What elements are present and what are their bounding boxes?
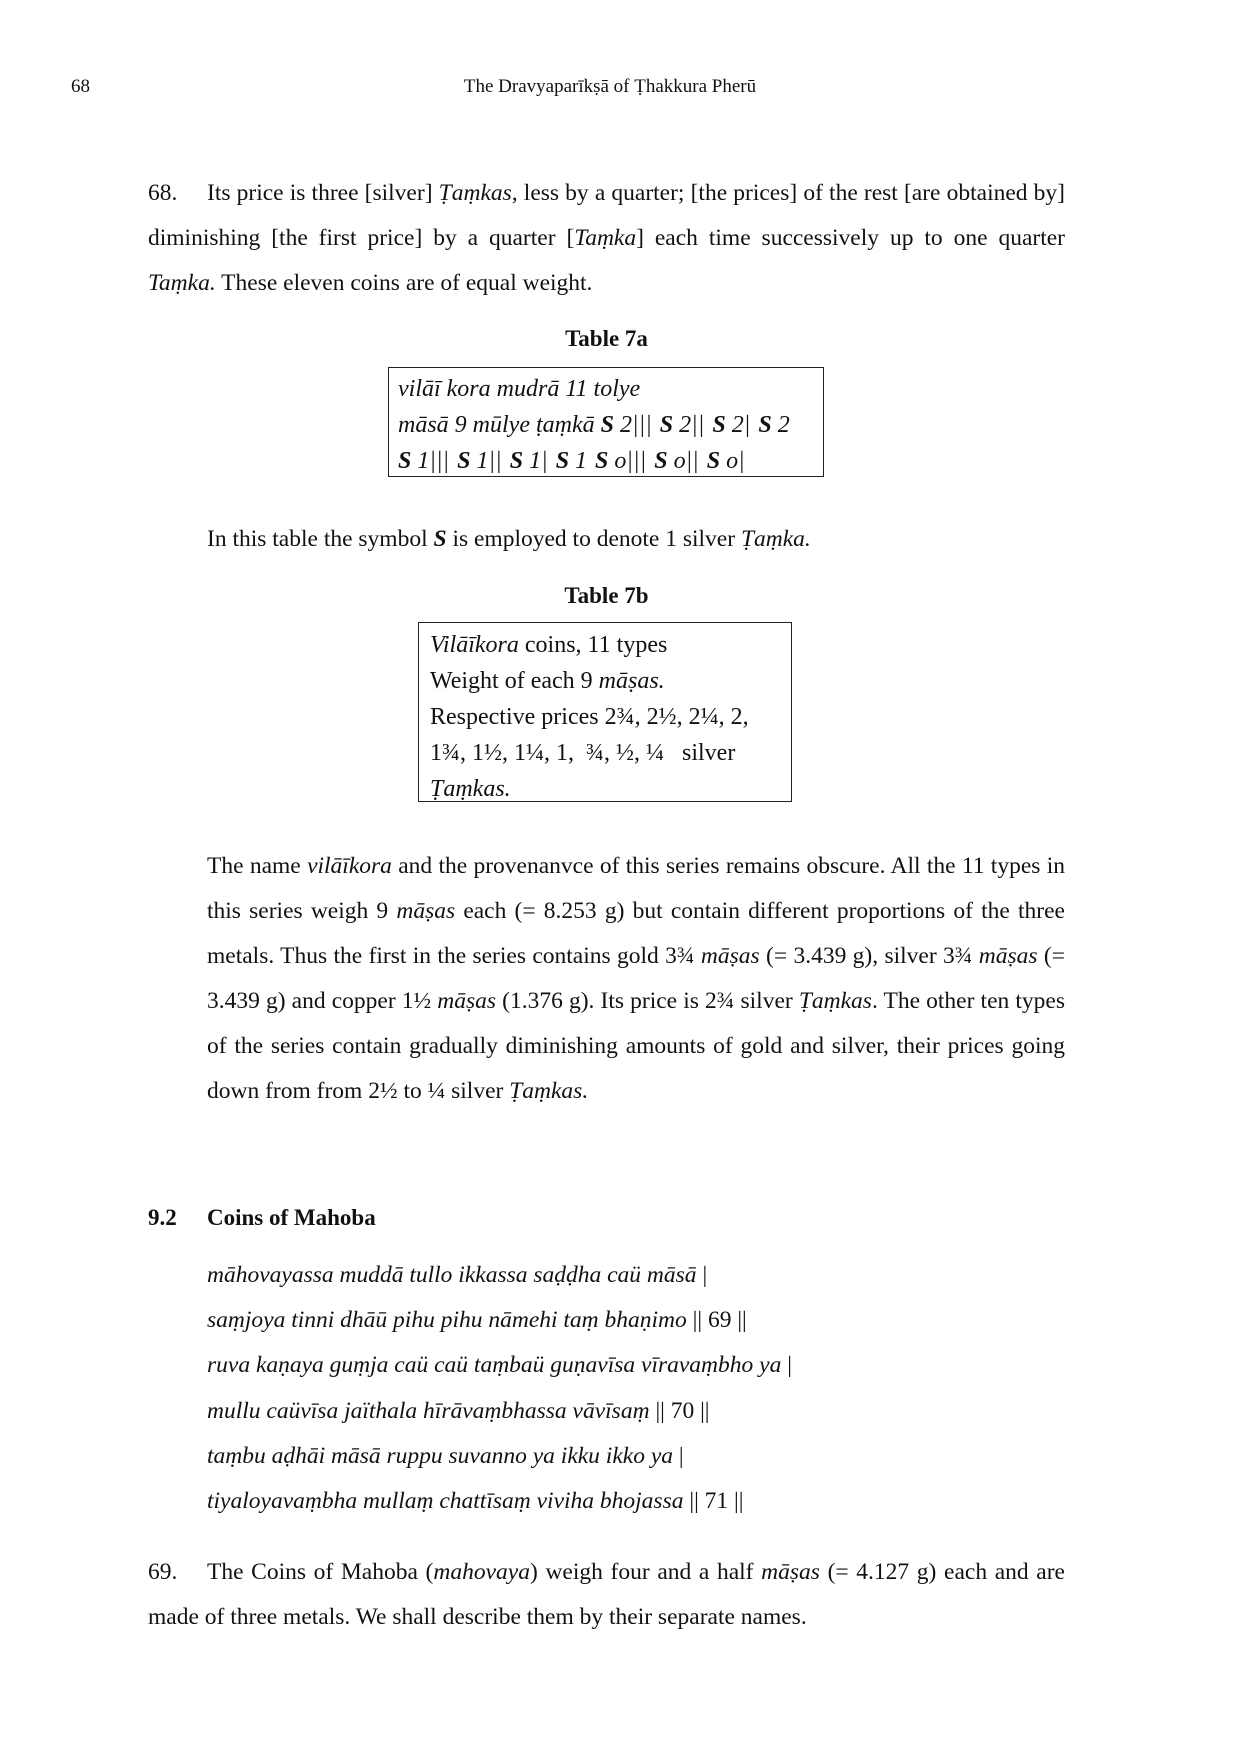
symbol-s: S [659, 412, 674, 438]
text-segment: is employed to denote 1 silver [446, 526, 741, 552]
table-7a-line-2 [398, 407, 823, 443]
price-value: 1||| [411, 448, 450, 474]
term-tamka: Ṭaṃka. [740, 526, 811, 552]
text-segment: The Coins of Mahoba ( [207, 1559, 434, 1585]
text-segment: ) weigh four and a half [529, 1559, 762, 1585]
text-segment: (= 4.127 g) each and are made of three metals. We shall describe them by their separate names. [148, 1559, 1065, 1630]
running-title: The Dravyaparīkṣā of Ṭhakkura Pherū [463, 76, 757, 97]
symbol-s: S [600, 412, 614, 438]
commentary-paragraph [207, 844, 1065, 1114]
verse-line [207, 1298, 792, 1343]
price-entry [556, 448, 587, 474]
page-number: 68 [71, 76, 90, 97]
price-entry [712, 412, 750, 438]
text-segment: each (= 8.253 g) but contain different proportions of the three metals. Thus the first in the series contains gold 3¾ [207, 898, 1065, 969]
text-segment: coins, 11 types [518, 632, 668, 658]
price-value: 2||| [614, 412, 652, 438]
price-entry [601, 412, 652, 438]
text-segment: The name [207, 853, 308, 879]
text-segment: ] each time successively up to one quarter [636, 225, 1065, 251]
symbol-s: S [509, 448, 524, 474]
verse-text: māhovayassa muddā tullo ikkassa saḍḍha caü māsā [207, 1262, 697, 1288]
term-vilaikora: vilāīkora [307, 853, 392, 879]
table-7a-line-1: vilāī kora mudrā 11 tolye [398, 376, 641, 402]
verse-text: mullu caüvīsa jaïthala hīrāvaṃbhassa vāvīsaṃ [207, 1397, 650, 1424]
symbol-s: S [398, 448, 412, 474]
price-entry [595, 448, 646, 474]
paragraph-number: 68. [148, 180, 178, 206]
price-entry [707, 448, 745, 474]
price-value: 1|| [470, 448, 502, 474]
verse-line [207, 1434, 792, 1479]
term-masas: māṣas [700, 943, 760, 969]
verse-block [207, 1253, 792, 1524]
price-value: 1| [523, 448, 548, 474]
verse-mark: | [781, 1352, 792, 1379]
term-tamkas: Ṭaṃkas, [438, 180, 518, 206]
verse-mark: || 69 || [686, 1307, 747, 1334]
text-segment: and the provenanvce of this series remains obscure. All the 11 types in this series weigh 9 [207, 853, 1065, 924]
price-value: 1 [569, 448, 588, 474]
table-7b-box [418, 622, 792, 802]
paragraph-69 [148, 1550, 1065, 1640]
term-masas: māṣas. [598, 668, 665, 694]
verse-text: taṃbu aḍhāi māsā ruppu suvanno ya ikku ikko ya [207, 1442, 674, 1469]
price-entry [660, 412, 705, 438]
symbol-s: S [654, 448, 668, 474]
verse-text: saṃjoya tinni dhāū pihu pihu nāmehi taṃ bhaṇimo [207, 1307, 687, 1334]
table-7a-line-2-prefix: māsā 9 mūlye ṭaṃkā [398, 412, 601, 438]
text-segment: Its price is three [silver] [207, 180, 439, 206]
term-tamkas: Ṭaṃkas [798, 988, 872, 1014]
text-segment: In this table the symbol [207, 526, 434, 552]
text-segment: Weight of each 9 [430, 668, 599, 694]
price-value: 2|| [673, 412, 705, 438]
price-entry [457, 448, 502, 474]
term-masas: māṣas [437, 988, 497, 1014]
verse-mark: | [673, 1442, 684, 1469]
price-entry [510, 448, 548, 474]
symbol-note [207, 517, 811, 562]
text-segment: (1.376 g). Its price is 2¾ silver [496, 988, 799, 1014]
table-7a-title: Table 7a [565, 326, 648, 351]
symbol-s: S [706, 448, 721, 474]
table-7b-line-3: Respective prices 2¾, 2½, 2¼, 2, [430, 704, 749, 730]
verse-text: ruva kaṇaya guṃja caü caü taṃbaü guṇavīsa vīravaṃbho ya [207, 1352, 782, 1379]
paragraph-number: 69. [148, 1559, 178, 1585]
table-7a-line-2-entries [601, 412, 790, 438]
table-7b-line-5 [430, 771, 791, 807]
price-value: o|| [667, 448, 699, 474]
verse-line [207, 1343, 792, 1388]
text-segment: . The other ten types of the series contain gradually diminishing amounts of gold and silver, their prices going down from from 2½ to ¼ silver [207, 988, 1065, 1104]
table-7b-line-1 [430, 627, 791, 663]
verse-line [207, 1253, 792, 1298]
price-value: o||| [608, 448, 647, 474]
table-7a-box [388, 367, 824, 477]
term-vilaikora: Vilāīkora [430, 632, 519, 658]
price-value: 2 [771, 412, 790, 438]
symbol-s: S [758, 412, 772, 438]
term-tamka: Taṃka [574, 225, 637, 251]
verse-mark: || 71 || [683, 1488, 744, 1515]
price-entry [398, 448, 449, 474]
term-masas: māṣas [978, 943, 1038, 969]
text-segment: These eleven coins are of equal weight. [215, 270, 593, 296]
verse-text: tiyaloyavaṃbha mullaṃ chattīsaṃ viviha bhojassa [207, 1488, 684, 1515]
symbol-s: S [555, 448, 570, 474]
price-value: o| [720, 448, 745, 474]
section-title: Coins of Mahoba [207, 1205, 376, 1230]
text-segment: (= 3.439 g) and copper 1½ [207, 943, 1065, 1014]
section-number: 9.2 [148, 1205, 177, 1230]
term-tamkas: Ṭaṃkas. [509, 1078, 589, 1104]
symbol-s: S [595, 448, 609, 474]
price-value: 2| [725, 412, 751, 438]
term-tamkas: Ṭaṃkas. [430, 776, 511, 802]
paragraph-68 [148, 171, 1065, 306]
term-mahovaya: mahovaya [433, 1559, 530, 1585]
term-masas: māṣas [761, 1559, 820, 1585]
verse-mark: || 70 || [649, 1397, 710, 1424]
symbol-s: S [712, 412, 726, 438]
text-segment: (= 3.439 g), silver 3¾ [759, 943, 979, 969]
symbol-s: S [433, 526, 447, 552]
table-7b-line-2 [430, 663, 791, 699]
table-7a-line-3 [398, 443, 823, 479]
verse-mark: | [696, 1262, 708, 1288]
term-tamka: Taṃka. [148, 270, 216, 296]
section-heading [148, 1198, 376, 1238]
price-entry [758, 412, 789, 438]
text-segment: less by a quarter; [the prices] of the rest [are obtained by] diminishing [the first price] by a quarter [ [148, 180, 1065, 251]
verse-line [207, 1479, 792, 1524]
symbol-s: S [457, 448, 471, 474]
table-7b-title: Table 7b [564, 583, 649, 608]
price-entry [654, 448, 699, 474]
verse-line [207, 1389, 792, 1434]
term-masas: māṣas [396, 898, 456, 924]
table-7b-line-4: 1¾, 1½, 1¼, 1, ¾, ½, ¼ silver [430, 740, 736, 766]
